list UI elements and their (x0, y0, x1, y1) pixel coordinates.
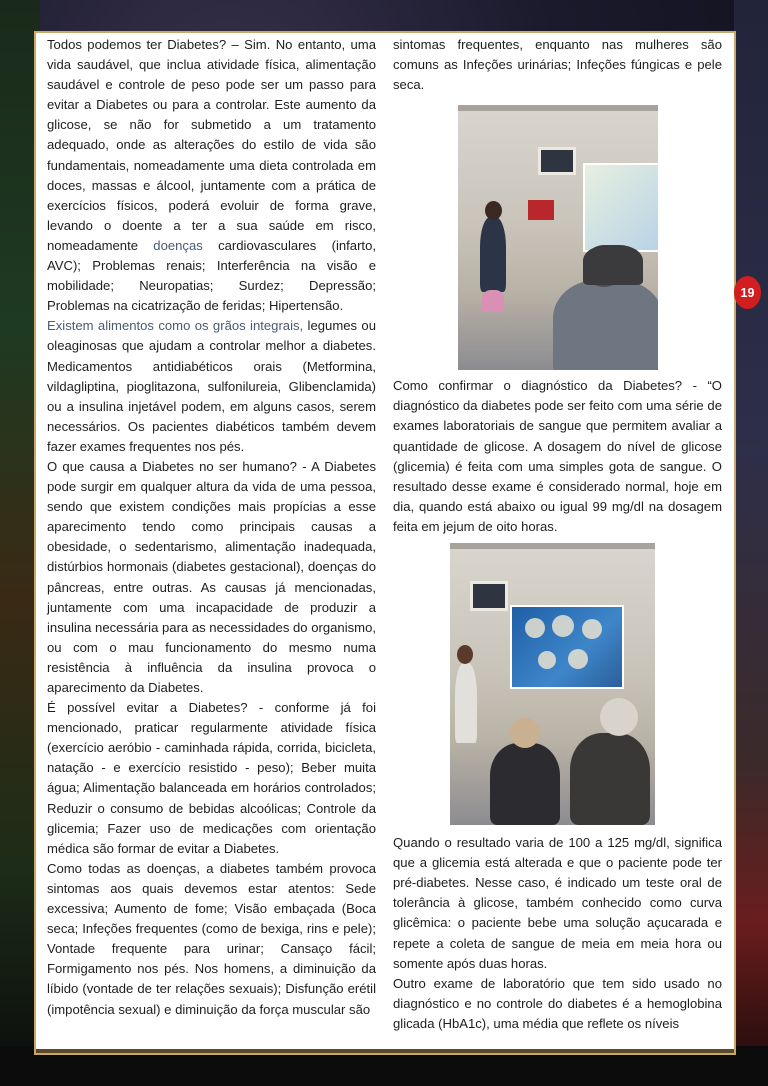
wall-monitor (538, 147, 576, 175)
paragraph-symptoms-cont: sintomas frequentes, enquanto nas mulheres são comuns as Infeções urinárias; Infeções fúngicas e pele seca. (393, 37, 722, 93)
accent-text: Existem alimentos como os grãos integrais, (47, 318, 304, 334)
right-column (393, 35, 722, 1034)
paragraph-risks: Todos podemos ter Diabetes? – Sim. No entanto, uma vida saudável, que inclua atividade física, alimentação saudável e controle de peso pode ser um passo para evitar a Diabetes ou para a controlar. Este aumento da glicose, se não for submetido a um tratamento adequado, onde as alterações do estilo de vida são fundamentais, nomeadamente uma dieta controlada em doces, massas e álcool, juntamente com a prática de exercícios físicos, poderá evoluir de forma grave, levando o doente a ter a sua saúde em risco, nomeadamente doenças cardiovasculares (infarto, AVC); Problemas renais; Interferência na visão e mobilidade; Neuropatias; Surdez; Depressão; Problemas na cicatrização de feridas; Hipertensão. (47, 37, 376, 314)
paragraph-foods: Existem alimentos como os grãos integrais, legumes ou oleaginosas que ajudam a controlar melhor a diabetes. Medicamentos antidiabéticos orais (Metformina, vildagliptina, pioglitazona, sulfonilureia, Glibenclamida) ou a insulina injetável podem, em alguns casos, serem necessários. Os pacientes diabéticos também devem fazer exames frequentes nos pés. (47, 318, 376, 454)
page-number-badge: 19 (734, 276, 761, 309)
paragraph-diagnosis: Como confirmar o diagnóstico da Diabetes? - “O diagnóstico da diabetes pode ser feito com uma série de exames laboratoriais de sangue que permitem avaliar a quantidade de glicose. A dosagem do nível de glicose (glicemia) é feita com uma simples gota de sangue. O resultado desse exame é considerado normal, hoje em dia, quando está abaixo ou igual 99 mg/dl na dosagem feita em jejum de oito horas. (393, 378, 722, 534)
projected-slide (583, 163, 658, 252)
presenter (455, 663, 477, 743)
paragraph-prediabetes: Quando o resultado varia de 100 a 125 mg/dl, significa que a glicemia está alterada e que o paciente pode ter pré-diabetes. Nesse caso, é indicado um teste oral de tolerância à glicose, também conhecido como curva glicêmica: o paciente bebe uma solução açucarada e repete a coleta de sangue de meia em meia hora ou somente após duas horas. (393, 835, 722, 971)
paragraph-hba1c: Outro exame de laboratório que tem sido usado no diagnóstico e no controle do diabetes é a hemoglobina glicada (HbA1c), uma média que reflete os níveis (393, 975, 722, 1031)
article-page (36, 33, 734, 1053)
background-right (734, 0, 768, 1086)
background-left-tree (0, 0, 40, 1086)
left-column (47, 35, 376, 1020)
paragraph-causes: O que causa a Diabetes no ser humano? - A Diabetes pode surgir em qualquer altura da vida de uma pessoa, sendo que existem condições mais propícias a esse aparecimento tendo como principais causas a obesidade, o sedentarismo, alimentação inadequada, distúrbios hormonais (diabetes gestacional), doenças do pâncreas, entre outras. As causas já mencionadas, juntamente com uma incapacidade de produzir a insulina necessária para as necessidades do organismo, ou com o mau funcionamento do mesmo numa resistência à influência da insulina provoca o aparecimento da Diabetes. (47, 458, 376, 695)
presentation-photo-1 (458, 105, 658, 370)
paragraph-symptoms: Como todas as doenças, a diabetes também provoca sintomas aos quais devemos estar atentos: Sede excessiva; Aumento de fome; Visão embaçada (Boca seca; Infeções frequentes (como de bexiga, rins e pele); Vontade frequente para urinar; Cansaço fácil; Formigamento nos pés. Nos homens, a diminuição da líbido (vontade de ter relações sexuais); Disfunção erétil (impotência sexual) e diminuição da força muscular são (47, 860, 376, 1017)
audience-member (490, 743, 560, 825)
red-sign (528, 200, 554, 220)
presenter (480, 217, 506, 292)
paragraph-prevention: É possível evitar a Diabetes? - conforme já foi mencionado, praticar regularmente atividade física (exercício aeróbio - caminhada rápida, corrida, bicicleta, natação - e exercício resistido - peso); Beber muita água; Alimentação balanceada em horários controlados; Reduzir o consumo de bebidas alcoólicas; Controle da glicemia; Fazer uso de medicações com orientação médica são formar de evitar a Diabetes. (47, 700, 376, 856)
audience-member (570, 733, 650, 825)
presentation-photo-2 (450, 543, 655, 825)
wall-monitor (470, 581, 508, 611)
audience-member (553, 280, 658, 370)
page-bottom-rule (36, 1049, 734, 1053)
accent-text: doenças (153, 237, 203, 253)
